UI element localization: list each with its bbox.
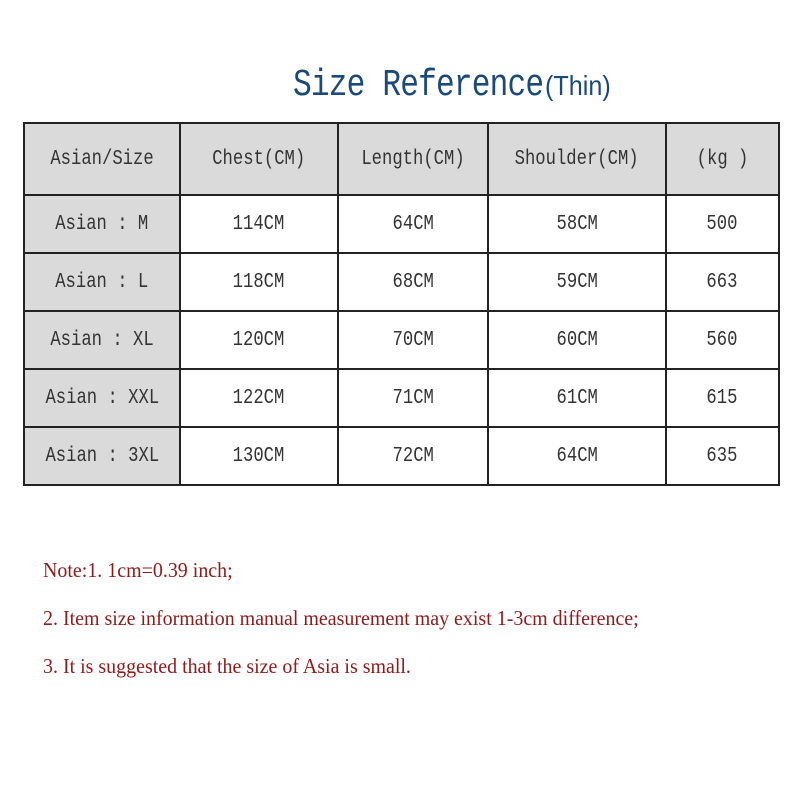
title-main: Size Reference [292, 64, 544, 107]
chest-cell: 118CM [180, 253, 339, 311]
table-row [24, 195, 779, 253]
size-cell: Asian : 3XL [24, 427, 180, 485]
header-cell: Asian/Size [24, 123, 180, 195]
length-cell: 70CM [338, 311, 488, 369]
size-cell: Asian : M [24, 195, 180, 253]
note-2: 2. Item size information manual measurement may exist 1-3cm difference; [43, 606, 639, 630]
shoulder-cell: 61CM [488, 369, 666, 427]
length-cell: 71CM [338, 369, 488, 427]
header-cell: Shoulder(CM) [488, 123, 666, 195]
size-cell: Asian : XL [24, 311, 180, 369]
note-3: 3. It is suggested that the size of Asia is small. [43, 654, 411, 678]
note-1: Note:1. 1cm=0.39 inch; [43, 558, 233, 582]
page-title [0, 64, 800, 107]
weight-cell: 635 [666, 427, 779, 485]
title-sub: (Thin) [545, 70, 611, 101]
size-cell: Asian : L [24, 253, 180, 311]
size-table [23, 122, 780, 486]
length-cell: 64CM [338, 195, 488, 253]
weight-cell: 500 [666, 195, 779, 253]
length-cell: 72CM [338, 427, 488, 485]
chest-cell: 114CM [180, 195, 339, 253]
chest-cell: 120CM [180, 311, 339, 369]
header-cell: Length(CM) [338, 123, 488, 195]
weight-cell: 615 [666, 369, 779, 427]
table-row [24, 427, 779, 485]
weight-cell: 663 [666, 253, 779, 311]
header-cell: Chest(CM) [180, 123, 339, 195]
shoulder-cell: 60CM [488, 311, 666, 369]
table-row [24, 253, 779, 311]
shoulder-cell: 59CM [488, 253, 666, 311]
header-cell: (kg ) [666, 123, 779, 195]
table-header-row [24, 123, 779, 195]
chest-cell: 122CM [180, 369, 339, 427]
weight-cell: 560 [666, 311, 779, 369]
size-cell: Asian : XXL [24, 369, 180, 427]
shoulder-cell: 64CM [488, 427, 666, 485]
chest-cell: 130CM [180, 427, 339, 485]
length-cell: 68CM [338, 253, 488, 311]
shoulder-cell: 58CM [488, 195, 666, 253]
table-row [24, 369, 779, 427]
table-row [24, 311, 779, 369]
notes [43, 558, 670, 702]
